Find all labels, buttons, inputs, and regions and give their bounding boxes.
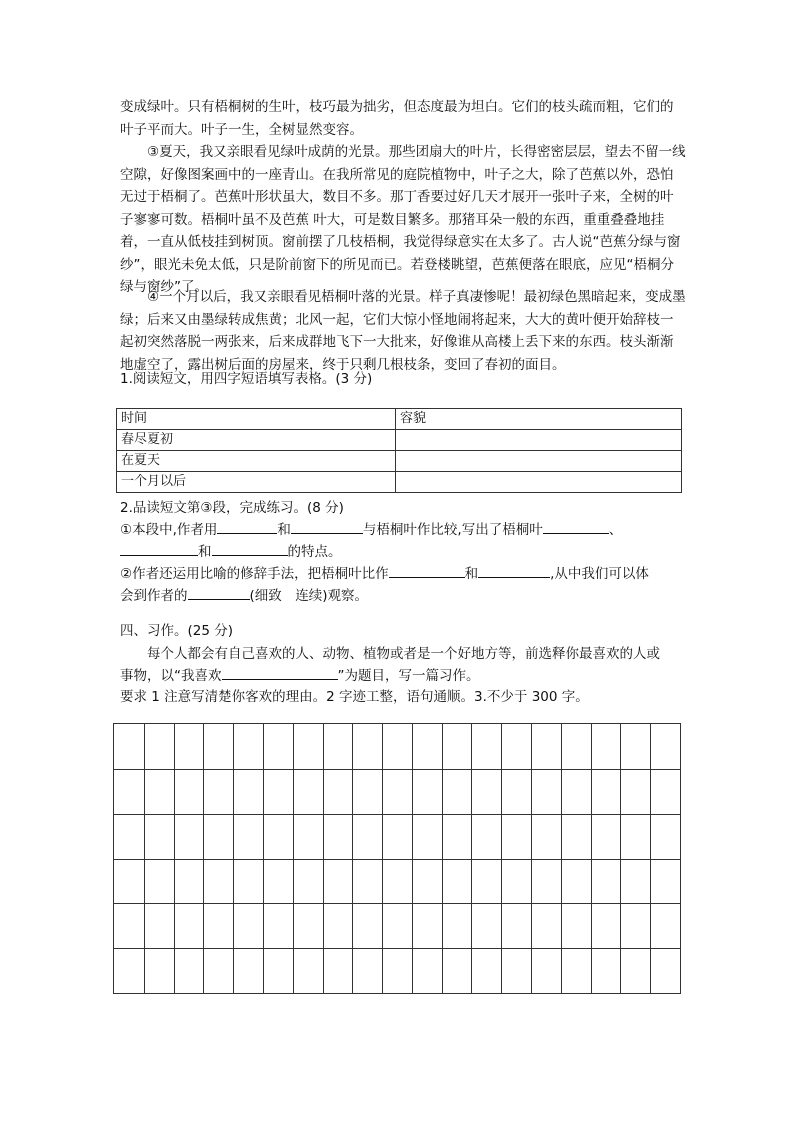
answer-table <box>116 408 682 493</box>
table-cell-answer[interactable] <box>396 451 682 472</box>
q2-text: (细致 连续)观察。 <box>249 588 369 604</box>
grid-row-line <box>114 814 680 815</box>
grid-row-line <box>114 903 680 904</box>
table-row <box>117 430 682 451</box>
q2-text: 和 <box>464 566 479 582</box>
q2-text: 会到作者的 <box>120 588 188 604</box>
table-row <box>117 451 682 472</box>
writing-grid[interactable] <box>113 723 681 994</box>
table-cell-answer[interactable] <box>396 430 682 451</box>
composition-prompt-line-2 <box>120 665 480 687</box>
q2-text: 、 <box>608 522 623 538</box>
table-header-time: 时间 <box>117 409 396 430</box>
answer-blank[interactable] <box>478 563 550 578</box>
grid-row-line <box>114 859 680 860</box>
question-1-text: 1.阅读短文，用四字短语填写表格。(3 分) <box>120 371 373 387</box>
section-4-title: 四、习作。(25 分) <box>120 623 234 639</box>
passage-paragraph-3: ③夏天，我又亲眼看见绿叶成荫的光景。那些团扇大的叶片，长得密密层层，望去不留一线空隙，好像图案画中的一座青山。在我所常见的庭院植物中，叶子之大，除了芭蕉以外，恐怕无过于梧桐了。芭蕉叶形状虽大，数目不多。那丁香要过好几天才展开一张叶子来，全树的叶子寥寥可数。梧桐叶虽不及芭蕉 叶大，可是数目繁多。那猪耳朵一般的东西，重重叠叠地挂着，一直从低枝挂到树顶。窗前摆了几枝梧桐，我觉得绿意实在太多了。古人说“芭蕉分绿与窗纱”，眼光未免太低，只是阶前窗下的所见而已。若登楼眺望，芭蕉便落在眼底，应见“梧桐分绿与窗纱”了。 <box>120 144 686 295</box>
table-header-appearance: 容貌 <box>396 409 682 430</box>
q2-text: ②作者还运用比喻的修辞手法，把梧桐叶比作 <box>120 566 389 582</box>
title-blank[interactable] <box>222 665 338 680</box>
q2-text: 与梧桐叶作比较,写出了梧桐叶 <box>362 522 543 538</box>
question-2-line-1 <box>120 519 622 541</box>
question-2-line-2 <box>120 541 342 563</box>
answer-blank[interactable] <box>291 519 363 534</box>
prompt-text: 事物，以“我喜欢 <box>120 668 222 684</box>
q2-text: ,从中我们可以体 <box>550 566 649 582</box>
table-cell-time: 一个月以后 <box>117 472 396 493</box>
answer-blank[interactable] <box>212 541 288 556</box>
table-cell-time: 春尽夏初 <box>117 430 396 451</box>
question-2-line-3 <box>120 563 649 585</box>
table-row <box>117 472 682 493</box>
grid-row-line <box>114 948 680 949</box>
answer-blank[interactable] <box>217 519 277 534</box>
composition-prompt-line-1: 每个人都会有自己喜欢的人、动物、植物或者是一个好地方等，前选释你最喜欢的人或 <box>147 646 660 662</box>
passage-paragraph-1: 变成绿叶。只有梧桐树的生叶，枝巧最为拙劣，但态度最为坦白。它们的枝头疏而粗，它们的叶子平而大。叶子一生，全树显然变容。 <box>120 99 674 138</box>
passage-paragraph-4: ④一个月以后，我又亲眼看见梧桐叶落的光景。样子真凄惨呢！最初绿色黑暗起来，变成墨绿；后来又由墨绿转成焦黄；北风一起，它们大惊小怪地闹将起来，大大的黄叶便开始辞枝一起初突然落脱一两张来，后来成群地飞下一大批来，好像谁从高楼上丢下来的东西。枝头渐渐地虚空了，露出树后面的房屋来，终于只剩几根枝条，变回了春初的面目。 <box>120 289 686 373</box>
answer-blank[interactable] <box>389 563 465 578</box>
prompt-text: ”为题目，写一篇习作。 <box>337 668 480 684</box>
question-2-text: 2.品读短文第③段，完成练习。(8 分) <box>120 500 344 516</box>
grid-row-line <box>114 769 680 770</box>
table-header-row <box>117 409 682 430</box>
composition-requirements: 要求 1 注意写清楚你客欢的理由。2 字迹工整，语句通顺。3.不少于 300 字。 <box>120 689 589 705</box>
answer-blank[interactable] <box>543 519 609 534</box>
question-2-line-4 <box>120 585 368 607</box>
q2-text: ①本段中,作者用 <box>120 522 218 538</box>
q2-text: 和 <box>198 544 212 560</box>
q2-text: 和 <box>277 522 291 538</box>
q2-text: 的特点。 <box>287 544 342 560</box>
answer-blank[interactable] <box>120 541 198 556</box>
table-cell-answer[interactable] <box>396 472 682 493</box>
table-cell-time: 在夏天 <box>117 451 396 472</box>
answer-blank[interactable] <box>188 585 250 600</box>
